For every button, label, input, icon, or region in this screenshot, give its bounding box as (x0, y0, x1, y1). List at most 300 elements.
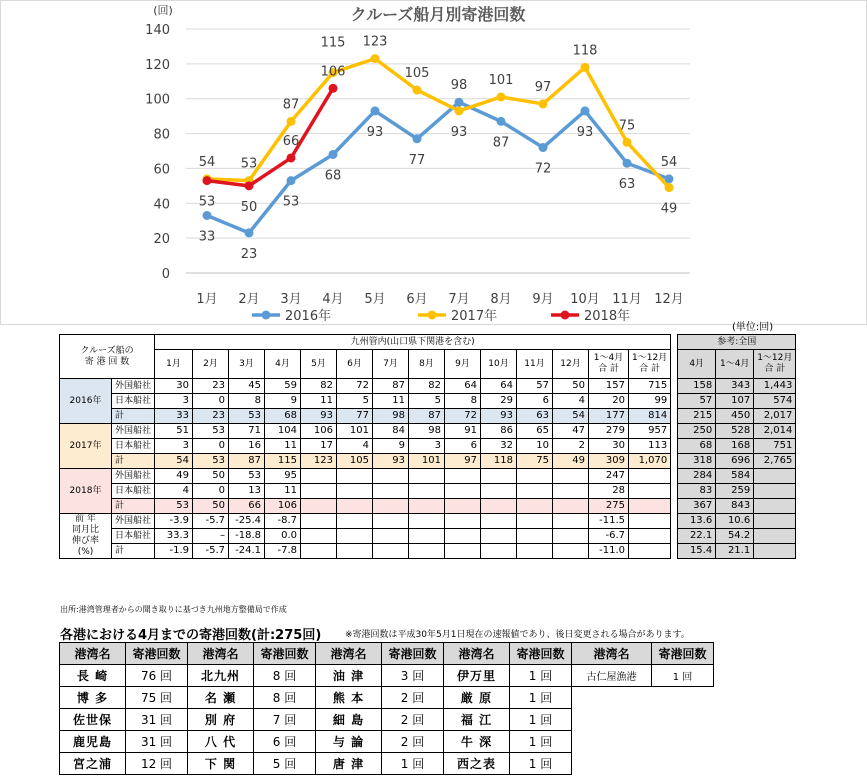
value-cell (629, 544, 671, 559)
national-value-cell: 1,443 (754, 379, 796, 394)
value-cell: 23 (193, 409, 229, 424)
data-label: 33 (198, 229, 216, 245)
port-name: 八 代 (188, 731, 254, 753)
value-cell: 0 (193, 484, 229, 499)
y-axis-label: (回) (153, 4, 173, 17)
table-row (60, 454, 796, 469)
national-value-cell (754, 544, 796, 559)
table-row (60, 424, 796, 439)
value-cell: 53 (155, 499, 193, 514)
gap-cell (671, 439, 678, 454)
value-cell (337, 469, 373, 484)
port-name: 古仁屋漁港 (572, 665, 652, 687)
value-cell: -11.5 (589, 514, 629, 529)
data-point (623, 138, 632, 147)
value-cell: 82 (301, 379, 337, 394)
data-label: 72 (534, 161, 552, 177)
value-cell: 10 (517, 439, 553, 454)
table-row (60, 484, 796, 499)
value-cell (553, 469, 589, 484)
gap-cell (671, 469, 678, 484)
row-label: 計 (112, 409, 155, 424)
row-label: 計 (112, 544, 155, 559)
x-tick-label: 5月 (364, 292, 386, 307)
port-name-header: 港湾名 (572, 643, 652, 665)
table-row (60, 731, 714, 753)
port-name-header: 港湾名 (444, 643, 510, 665)
legend-marker (262, 311, 271, 320)
value-cell (629, 529, 671, 544)
value-cell (481, 544, 517, 559)
value-cell (373, 499, 409, 514)
value-cell: 247 (589, 469, 629, 484)
value-cell: 50 (193, 499, 229, 514)
value-cell: 98 (409, 424, 445, 439)
national-value-cell: 2,014 (754, 424, 796, 439)
x-tick-label: 10月 (570, 292, 600, 307)
value-cell: 13 (229, 484, 265, 499)
value-cell: 2 (553, 439, 589, 454)
month-header: 4月 (265, 350, 301, 379)
value-cell: 4 (553, 394, 589, 409)
value-cell (445, 544, 481, 559)
value-cell: 33 (155, 409, 193, 424)
line-chart (0, 0, 867, 325)
value-cell: 0.0 (265, 529, 301, 544)
ports-section-title: 各港における4月までの寄港回数(計:275回) (60, 628, 322, 643)
value-cell: 53 (229, 409, 265, 424)
data-label: 77 (408, 152, 426, 168)
value-cell (337, 499, 373, 514)
y-tick-label: 100 (145, 92, 170, 108)
value-cell: 66 (229, 499, 265, 514)
table-row (60, 379, 796, 394)
value-cell: 50 (193, 469, 229, 484)
data-label: 54 (660, 154, 678, 170)
port-name: 別 府 (188, 709, 254, 731)
value-cell: 53 (229, 469, 265, 484)
value-cell (553, 544, 589, 559)
port-name-header: 港湾名 (60, 643, 126, 665)
value-cell: 4 (337, 439, 373, 454)
unit-note: (単位:回) (732, 322, 774, 333)
value-cell: 49 (155, 469, 193, 484)
value-cell (553, 499, 589, 514)
month-header: 5月 (301, 350, 337, 379)
value-cell (445, 469, 481, 484)
port-name: 長 崎 (60, 665, 126, 687)
port-call-count: 75 回 (126, 687, 188, 709)
value-cell: 157 (589, 379, 629, 394)
ref-apr-header: 4月 (678, 350, 716, 379)
data-label: 50 (240, 199, 258, 215)
value-cell: 9 (265, 394, 301, 409)
national-value-cell: 22.1 (678, 529, 716, 544)
ports-table (59, 642, 714, 775)
x-tick-label: 8月 (490, 292, 512, 307)
ref-jan-apr-header: 1～4月 (716, 350, 754, 379)
data-point (539, 99, 548, 108)
value-cell: 84 (373, 424, 409, 439)
national-value-cell: 13.6 (678, 514, 716, 529)
national-value-cell (754, 469, 796, 484)
value-cell: 93 (481, 409, 517, 424)
value-cell (517, 499, 553, 514)
national-value-cell: 574 (754, 394, 796, 409)
value-cell: -11.0 (589, 544, 629, 559)
empty-cell (652, 731, 714, 753)
value-cell: 64 (481, 379, 517, 394)
value-cell: 8 (229, 394, 265, 409)
row-label: 外国船社 (112, 379, 155, 394)
port-name: 熊 本 (316, 687, 382, 709)
value-cell: 91 (445, 424, 481, 439)
table-row (60, 529, 796, 544)
value-cell: 275 (589, 499, 629, 514)
national-value-cell (754, 514, 796, 529)
value-cell: 93 (301, 409, 337, 424)
x-tick-label: 6月 (406, 292, 428, 307)
national-value-cell: 343 (716, 379, 754, 394)
x-tick-label: 3月 (280, 292, 302, 307)
value-cell (629, 484, 671, 499)
data-point (287, 176, 296, 185)
value-cell: 957 (629, 424, 671, 439)
value-cell (337, 529, 373, 544)
value-cell: 95 (265, 469, 301, 484)
value-cell: 105 (337, 454, 373, 469)
value-cell (445, 484, 481, 499)
x-tick-label: 4月 (322, 292, 344, 307)
month-header: 11月 (517, 350, 553, 379)
data-point (245, 228, 254, 237)
value-cell (481, 529, 517, 544)
value-cell: 65 (517, 424, 553, 439)
port-name: 宮之浦 (60, 753, 126, 775)
national-value-cell (754, 484, 796, 499)
value-cell: -3.9 (155, 514, 193, 529)
data-label: 93 (450, 124, 468, 140)
gap-cell (671, 454, 678, 469)
value-cell: 54 (553, 409, 589, 424)
row-label: 日本船社 (112, 439, 155, 454)
port-call-count: 76 回 (126, 665, 188, 687)
value-cell (481, 499, 517, 514)
empty-cell (652, 687, 714, 709)
value-cell: 75 (517, 454, 553, 469)
value-cell: 57 (517, 379, 553, 394)
table-row (60, 709, 714, 731)
port-call-count: 2 回 (382, 709, 444, 731)
value-cell: 177 (589, 409, 629, 424)
national-value-cell: 2,765 (754, 454, 796, 469)
value-cell: 11 (301, 394, 337, 409)
table-row (60, 409, 796, 424)
value-cell: 47 (553, 424, 589, 439)
value-cell: 54 (155, 454, 193, 469)
national-value-cell: 68 (678, 439, 716, 454)
data-label: 23 (240, 246, 258, 262)
table-row (60, 439, 796, 454)
national-value-cell: 696 (716, 454, 754, 469)
value-cell: -24.1 (229, 544, 265, 559)
port-call-count: 12 回 (126, 753, 188, 775)
data-label: 68 (324, 168, 342, 184)
jan-dec-header: 1～12月 合 計 (629, 350, 671, 379)
gap-cell (671, 484, 678, 499)
data-point (329, 150, 338, 159)
port-call-count: 7 回 (254, 709, 316, 731)
value-cell (409, 529, 445, 544)
value-cell: 51 (155, 424, 193, 439)
value-cell: 72 (337, 379, 373, 394)
port-name: 鹿児島 (60, 731, 126, 753)
port-call-count: 5 回 (254, 753, 316, 775)
value-cell: 5 (409, 394, 445, 409)
port-name-header: 港湾名 (316, 643, 382, 665)
value-cell: 101 (409, 454, 445, 469)
value-cell: -5.7 (193, 544, 229, 559)
table-row (60, 394, 796, 409)
value-cell: 106 (301, 424, 337, 439)
value-cell (301, 469, 337, 484)
data-point (455, 106, 464, 115)
data-label: 98 (450, 78, 468, 94)
value-cell (553, 484, 589, 499)
empty-cell (572, 709, 652, 731)
call-count-header: 寄港回数 (382, 643, 444, 665)
gap-cell (671, 335, 678, 379)
port-name: 細 島 (316, 709, 382, 731)
ports-section-note: ※寄港回数は平成30年5月1日現在の速報値であり、後日変更される場合があります。 (345, 630, 690, 640)
gap-cell (671, 544, 678, 559)
legend-label: 2016年 (285, 309, 332, 324)
group-label: 2018年 (60, 469, 112, 514)
value-cell (517, 529, 553, 544)
port-name: 佐世保 (60, 709, 126, 731)
port-call-count: 31 回 (126, 709, 188, 731)
jan-apr-header: 1～4月 合 計 (589, 350, 629, 379)
data-point (413, 134, 422, 143)
ref-total-header: 1～12月 合 計 (754, 350, 796, 379)
data-point (203, 176, 212, 185)
gap-cell (671, 409, 678, 424)
data-point (497, 117, 506, 126)
national-value-cell: 584 (716, 469, 754, 484)
national-value-cell: 2,017 (754, 409, 796, 424)
call-count-header: 寄港回数 (652, 643, 714, 665)
port-call-count: 1 回 (382, 753, 444, 775)
value-cell: 115 (265, 454, 301, 469)
value-cell (373, 469, 409, 484)
value-cell: 87 (373, 379, 409, 394)
series-line (207, 88, 333, 186)
value-cell: 63 (517, 409, 553, 424)
value-cell (517, 469, 553, 484)
month-header: 9月 (445, 350, 481, 379)
value-cell (517, 514, 553, 529)
empty-cell (652, 753, 714, 775)
corner-header: クルーズ船の 寄 港 回 数 (60, 335, 155, 379)
value-cell (517, 544, 553, 559)
value-cell: 0 (193, 439, 229, 454)
value-cell: 50 (553, 379, 589, 394)
port-call-count: 1 回 (510, 753, 572, 775)
value-cell: 86 (481, 424, 517, 439)
value-cell (445, 529, 481, 544)
data-label: 53 (282, 194, 300, 210)
value-cell (301, 484, 337, 499)
value-cell: 28 (589, 484, 629, 499)
value-cell (337, 514, 373, 529)
value-cell: 279 (589, 424, 629, 439)
row-label: 計 (112, 499, 155, 514)
y-tick-label: 120 (145, 57, 170, 73)
national-value-cell: 57 (678, 394, 716, 409)
value-cell: 53 (193, 424, 229, 439)
legend-marker (428, 311, 437, 320)
x-tick-label: 9月 (532, 292, 554, 307)
month-header: 1月 (155, 350, 193, 379)
empty-cell (572, 731, 652, 753)
data-point (413, 86, 422, 95)
value-cell: 45 (229, 379, 265, 394)
legend-label: 2018年 (584, 309, 631, 324)
kyushu-header: 九州管内(山口県下関港を含む) (155, 335, 671, 350)
data-point (287, 117, 296, 126)
table-row (60, 514, 796, 529)
data-label: 118 (572, 43, 598, 59)
port-call-count: 8 回 (254, 687, 316, 709)
data-point (371, 106, 380, 115)
value-cell: -1.9 (155, 544, 193, 559)
value-cell (409, 484, 445, 499)
x-tick-label: 11月 (612, 292, 642, 307)
value-cell: -18.8 (229, 529, 265, 544)
port-name: 福 江 (444, 709, 510, 731)
value-cell: -7.8 (265, 544, 301, 559)
national-value-cell (754, 499, 796, 514)
group-label: 前 年 同月比 伸び率 (%) (60, 514, 112, 559)
gap-cell (671, 499, 678, 514)
national-value-cell: 215 (678, 409, 716, 424)
y-tick-label: 60 (153, 162, 170, 178)
value-cell: 104 (265, 424, 301, 439)
data-label: 53 (240, 156, 258, 172)
value-cell: 53 (193, 454, 229, 469)
national-value-cell: 107 (716, 394, 754, 409)
value-cell: -6.7 (589, 529, 629, 544)
port-name: 北九州 (188, 665, 254, 687)
port-call-count: 1 回 (510, 687, 572, 709)
value-cell: 9 (373, 439, 409, 454)
port-call-count: 1 回 (510, 665, 572, 687)
value-cell (373, 514, 409, 529)
y-tick-label: 80 (153, 127, 170, 143)
row-label: 外国船社 (112, 514, 155, 529)
value-cell: 77 (337, 409, 373, 424)
value-cell (409, 469, 445, 484)
data-label: 75 (618, 118, 636, 134)
value-cell (373, 484, 409, 499)
value-cell (481, 469, 517, 484)
national-value-cell: 21.1 (716, 544, 754, 559)
value-cell: 8 (445, 394, 481, 409)
value-cell: 64 (445, 379, 481, 394)
port-call-count: 8 回 (254, 665, 316, 687)
data-label: 53 (198, 194, 216, 210)
value-cell (301, 544, 337, 559)
value-cell: 32 (481, 439, 517, 454)
month-header: 2月 (193, 350, 229, 379)
value-cell (373, 529, 409, 544)
port-name: 西之表 (444, 753, 510, 775)
data-label: 105 (404, 66, 430, 81)
port-call-count: 2 回 (382, 687, 444, 709)
value-cell: 113 (629, 439, 671, 454)
value-cell: 106 (265, 499, 301, 514)
gap-cell (671, 379, 678, 394)
value-cell: 309 (589, 454, 629, 469)
data-label: 106 (320, 64, 346, 80)
data-point (623, 159, 632, 168)
value-cell: 4 (155, 484, 193, 499)
data-point (203, 211, 212, 220)
value-cell (553, 514, 589, 529)
value-cell: 49 (553, 454, 589, 469)
data-label: 87 (282, 97, 300, 113)
data-point (539, 143, 548, 152)
port-call-count: 3 回 (382, 665, 444, 687)
data-label: 101 (488, 72, 514, 88)
call-count-header: 寄港回数 (126, 643, 188, 665)
x-tick-label: 7月 (448, 292, 470, 307)
value-cell: 17 (301, 439, 337, 454)
month-header: 8月 (409, 350, 445, 379)
port-call-count: 1 回 (510, 731, 572, 753)
value-cell: 16 (229, 439, 265, 454)
month-header: 3月 (229, 350, 265, 379)
data-label: 97 (534, 79, 552, 95)
port-name: 牛 深 (444, 731, 510, 753)
data-point (581, 106, 590, 115)
value-cell (445, 514, 481, 529)
data-label: 123 (362, 34, 388, 50)
national-value-cell: 15.4 (678, 544, 716, 559)
port-call-count: 6 回 (254, 731, 316, 753)
row-label: 日本船社 (112, 529, 155, 544)
legend-label: 2017年 (451, 309, 498, 324)
x-tick-label: 12月 (654, 292, 684, 307)
value-cell: -25.4 (229, 514, 265, 529)
row-label: 外国船社 (112, 424, 155, 439)
call-count-header: 寄港回数 (254, 643, 316, 665)
value-cell: 11 (373, 394, 409, 409)
data-point (455, 98, 464, 107)
y-tick-label: 140 (145, 23, 170, 38)
value-cell: 72 (445, 409, 481, 424)
value-cell (337, 484, 373, 499)
national-value-cell: 450 (716, 409, 754, 424)
national-value-cell: 54.2 (716, 529, 754, 544)
port-name: 与 論 (316, 731, 382, 753)
national-value-cell: 318 (678, 454, 716, 469)
empty-cell (572, 753, 652, 775)
data-label: 54 (198, 154, 216, 170)
value-cell (301, 499, 337, 514)
chart-title: クルーズ船月別寄港回数 (350, 5, 526, 24)
national-value-cell: 843 (716, 499, 754, 514)
